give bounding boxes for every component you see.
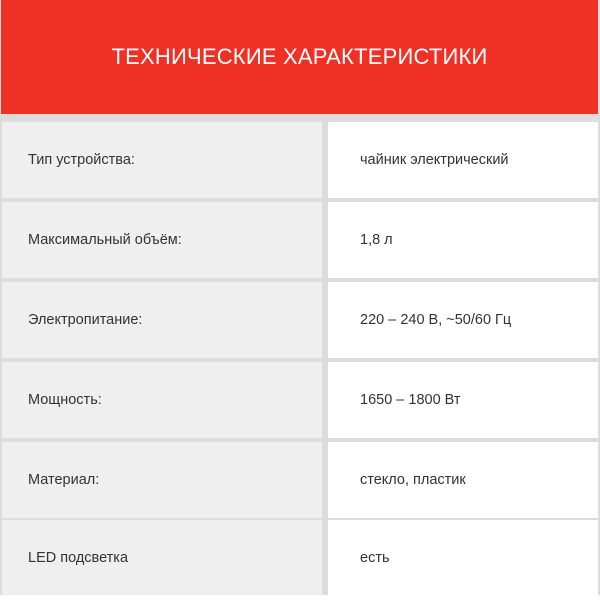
spec-value-cell [328,282,598,358]
spec-label: Тип устройства: [28,152,135,168]
spec-value: 220 – 240 В, ~50/60 Гц [360,312,512,328]
spec-value: чайник электрический [360,152,509,168]
spec-value-cell [328,520,598,595]
spec-value-cell [328,442,598,518]
spec-label: Максимальный объём: [28,232,182,248]
spec-row-device-type [2,122,598,198]
spec-label-cell [2,362,322,438]
spec-row-led [2,520,598,595]
spec-value: стекло, пластик [360,472,466,488]
spec-value-cell [328,122,598,198]
spec-value-cell [328,362,598,438]
spec-label: Мощность: [28,392,102,408]
spec-row-power-supply [2,282,598,358]
spec-value: 1,8 л [360,232,393,248]
spec-row-power [2,362,598,438]
specs-header [1,0,598,114]
spec-label-cell [2,442,322,518]
spec-label-cell [2,122,322,198]
spec-value: 1650 – 1800 Вт [360,392,461,408]
page-title: ТЕХНИЧЕСКИЕ ХАРАКТЕРИСТИКИ [111,44,488,69]
spec-value: есть [360,549,390,566]
spec-label: Материал: [28,472,100,488]
spec-label-cell [2,520,322,595]
spec-row-volume [2,202,598,278]
spec-label: LED подсветка [28,549,129,566]
spec-label-cell [2,202,322,278]
spec-label-cell [2,282,322,358]
spec-label: Электропитание: [28,312,143,328]
spec-row-material [2,442,598,518]
spec-value-cell [328,202,598,278]
